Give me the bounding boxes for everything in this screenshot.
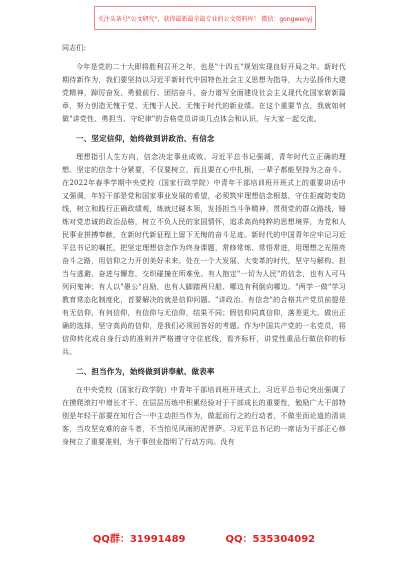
- intro-paragraph: 今年是党的二十大即将胜利召开之年，也是"十四五"规划实现良好开局之年。新时代期待新作为，我们要坚持以习近平新时代中国特色社会主义思想为指导，大力弘扬伟大建党精神，踔厉奋发、勇毅前行、团结奋斗，奋力谱写全面建设社会主义现代化国家崭新篇章，努力创造无愧于党、无愧于人民、无愧于时代的新业绩。在这个重要节点，我就如何做"讲党性、勇担当、守纪律"的合格党员讲谈几点体会和认识，与大家一起交流。: [62, 63, 346, 123]
- top-banner: [94, 6, 316, 30]
- document-body: [62, 42, 346, 449]
- footer-qq-group: QQ群：31991489: [92, 534, 186, 545]
- footer: [0, 530, 408, 545]
- section-heading-2: 二、担当作为，始终做到讲奉献、做表率: [76, 367, 215, 376]
- greeting: 同志们:: [62, 44, 87, 52]
- section-1-paragraph: 理想指引人生方向，信念决定事业成败。习近平总书记强调，青年时代立正确的理想、坚定的信念十分紧要，不仅要树立，而且要在心中扎根，一辈子都能坚持为之奋斗。在2022年春季学期中央党校（国家行政学院）中青年干部培训班开班式上的重要讲话中又强调，年轻干部是党和国家事业发展的希望，必须筑牢理想信念根基，守住拒腐防变防线，树立和践行正确政绩观，练就过硬本领，发扬担当斗争精神，贯彻党的群众路线，锤炼对党忠诚的政治品格，树立不负人民的家国情怀，追求高尚纯粹的思想境界，为党和人民事业拼搏奉献，在新时代新征程上留下无悔的奋斗足迹。新时代的中国青年应牢记习近平总书记的嘱托，把坚定理想信念作为终身课题，常修常炼、常悟常进，用理想之光照亮奋斗之路，用信仰之力开创美好未来。处在一个大发展、大变革的时代，坚守与解构、担当与逃避、奋进与懈怠，交织碰撞在所难免。有人抱定"一切为人民"的信念，也有人可马列问鬼神；有人以"愚公"自励，也有人脚踏两只船、哪边有利倒向哪边。"两学一做"学习教育常态化制度化，首要解决的就是信仰问题。"讲政治、有信念"的合格共产党员前提是有无信仰，有何信仰，有信仰与无信仰，结果不同；假信仰同真信仰，落差更大。做出正确的选择，坚守高尚的信仰，是我们必须回答好的考题。作为中国共产党的一名党员，将信仰转化成自身行动的准则并严格遵守守住底线，看齐标杆，讲党性重品行做信仰的标兵。: [62, 153, 346, 356]
- banner-text: 关注头条号"公文研究"，获得最新最全最专业的公文资料库！ 微信：gongwenyj: [97, 15, 313, 23]
- section-2-paragraph: 在中央党校（国家行政学院）中青年干部培训班开班式上，习近平总书记突出强调了在摸爬滚打中增长才干、在层层历练中积累经验对于干部成长的重要性，勉励广大干部特别是年轻干部要在知行合一中主动担当作为，做起而行之的行动者，不做坐而论道的清谈客，当攻坚克难的奋斗者，不当怕见风雨的泥菩萨。习近平总书记的一席话为干部正心修身树立了重要准则，为干事创业指明了行动方向。没有: [62, 386, 346, 446]
- section-heading-1: 一、坚定信仰，始终做到讲政治、有信念: [76, 134, 215, 143]
- footer-qq: QQ：535304092: [225, 534, 316, 545]
